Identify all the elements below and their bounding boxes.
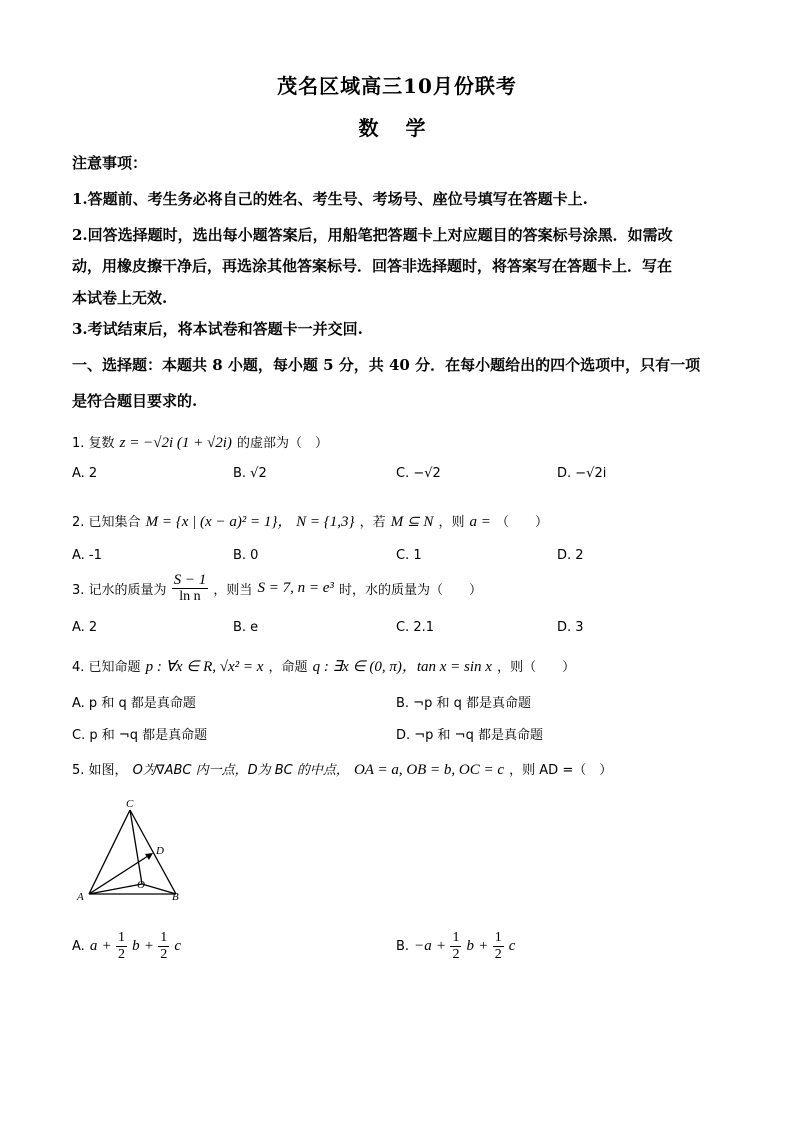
vector-c: c — [508, 938, 516, 954]
plus-sign: + — [144, 938, 154, 954]
question-4-option-c: C. p 和 ¬q 都是真命题 — [72, 728, 208, 743]
fraction-numerator: 1 — [452, 930, 460, 945]
question-2-mid-2: ，则 — [438, 515, 465, 530]
notice-item-3: 3.考试结束后，将本试卷和答题卡一并交回. — [72, 320, 363, 338]
question-3 — [72, 572, 482, 605]
notice-item-2-line-3: 本试卷上无效. — [72, 289, 168, 307]
question-2-option-a: A. -1 — [72, 548, 102, 563]
vector-b: b — [466, 938, 475, 954]
question-4-suffix: ，则（ ） — [497, 660, 576, 675]
question-4-formula-1: p : ∀x ∈ R, √x² = x — [145, 659, 264, 675]
question-3-suffix: 时，水的质量为（ ） — [338, 583, 482, 598]
fraction-half — [450, 930, 461, 963]
question-4-option-a: A. p 和 q 都是真命题 — [72, 696, 196, 711]
label-c: C — [126, 798, 134, 810]
question-3-fraction — [172, 572, 209, 605]
question-5-option-a — [72, 930, 181, 963]
notice-item-1: 1.答题前、考生务必将自己的姓名、考生号、考场号、座位号填写在答题卡上. — [72, 190, 588, 208]
question-2 — [72, 510, 548, 531]
fraction-denominator: 2 — [452, 947, 460, 962]
page-title: 茂名区域高三10月份联考 — [277, 74, 517, 98]
question-5-text: O为∇ABC 内一点，D为 BC 的中点， — [132, 763, 349, 778]
notice-item-2-line-2: 动，用橡皮擦干净后，再选涂其他答案标号．回答非选择题时，将答案写在答题卡上．写在 — [72, 257, 673, 275]
question-4 — [72, 655, 575, 676]
question-1-option-d: D. −√2i — [557, 466, 607, 481]
question-2-option-d: D. 2 — [557, 548, 584, 563]
notice-item-2-line-1: 2.回答选择题时，选出每小题答案后，用船笔把答题卡上对应题目的答案标号涂黑．如需改 — [72, 226, 673, 244]
fraction-half — [158, 930, 169, 963]
notice-heading: 注意事项： — [72, 154, 148, 172]
section-heading-line-2: 是符合题目要求的. — [72, 392, 198, 410]
vector-a: −a — [414, 938, 432, 954]
question-3-option-b: B. e — [233, 620, 259, 635]
question-4-prefix: 4. 已知命题 — [72, 660, 141, 675]
question-2-formula-3: a = — [469, 514, 491, 530]
question-3-fraction-numerator: S − 1 — [173, 572, 207, 588]
fraction-denominator: 2 — [160, 947, 168, 962]
question-5-option-a-label: A. — [72, 939, 85, 954]
question-4-mid: ，命题 — [268, 660, 308, 675]
question-2-mid: ，若 — [359, 515, 386, 530]
subject-title: 数 学 — [358, 116, 436, 140]
question-5-prefix: 5. 如图， — [72, 763, 128, 778]
question-2-formula-2: M ⊆ N — [390, 514, 434, 530]
label-d: D — [156, 845, 164, 857]
question-1-option-b: B. √2 — [233, 466, 267, 481]
fraction-numerator: 1 — [494, 930, 502, 945]
section-heading-line-1: 一、选择题：本题共 8 小题，每小题 5 分，共 40 分．在每小题给出的四个选项中，只有一项 — [72, 356, 701, 374]
fraction-numerator: 1 — [160, 930, 168, 945]
label-b: B — [172, 891, 179, 903]
question-1-suffix: 的虚部为（ ） — [236, 436, 328, 451]
fraction-denominator: 2 — [118, 947, 126, 962]
label-o: O — [137, 879, 145, 891]
question-1-option-a: A. 2 — [72, 466, 98, 481]
fraction-half — [493, 930, 504, 963]
question-3-mid: ，则当 — [213, 583, 253, 598]
label-a: A — [77, 891, 84, 903]
fraction-numerator: 1 — [118, 930, 126, 945]
question-1-option-c: C. −√2 — [396, 466, 441, 481]
question-2-formula-1: M = {x | (x − a)² = 1}， N = {1,3} — [145, 514, 355, 530]
fraction-half — [116, 930, 127, 963]
question-3-formula: S = 7, n = e³ — [257, 580, 334, 596]
question-2-suffix: （ ） — [496, 515, 549, 530]
question-4-option-d: D. ¬p 和 ¬q 都是真命题 — [396, 728, 543, 743]
question-5-option-b — [396, 930, 515, 963]
question-5 — [72, 759, 612, 779]
fraction-denominator: 2 — [494, 947, 502, 962]
plus-sign: + — [102, 938, 111, 954]
question-4-option-b: B. ¬p 和 q 都是真命题 — [396, 696, 531, 711]
question-5-formula: OA = a, OB = b, OC = c — [353, 762, 505, 778]
question-1-formula: z = −√2i (1 + √2i) — [119, 435, 232, 451]
question-2-option-c: C. 1 — [396, 548, 422, 563]
question-2-prefix: 2. 已知集合 — [72, 515, 141, 530]
triangle-figure — [72, 796, 192, 908]
vector-c: c — [174, 938, 182, 954]
question-3-fraction-denominator: ln n — [179, 589, 201, 604]
question-3-option-d: D. 3 — [557, 620, 584, 635]
vector-a: a — [89, 938, 98, 954]
question-3-option-a: A. 2 — [72, 620, 98, 635]
plus-sign: + — [436, 938, 446, 954]
question-5-suffix: ，则 AD =（ ） — [509, 763, 613, 778]
question-2-option-b: B. 0 — [233, 548, 259, 563]
plus-sign: + — [479, 938, 488, 954]
question-3-prefix: 3. 记水的质量为 — [72, 583, 167, 598]
vector-b: b — [132, 938, 140, 954]
question-3-option-c: C. 2.1 — [396, 620, 435, 635]
question-1 — [72, 432, 328, 452]
question-4-formula-2: q : ∃x ∈ (0, π)，tan x = sin x — [312, 659, 492, 675]
question-5-option-b-label: B. — [396, 939, 410, 954]
question-1-prefix: 1. 复数 — [72, 436, 115, 451]
